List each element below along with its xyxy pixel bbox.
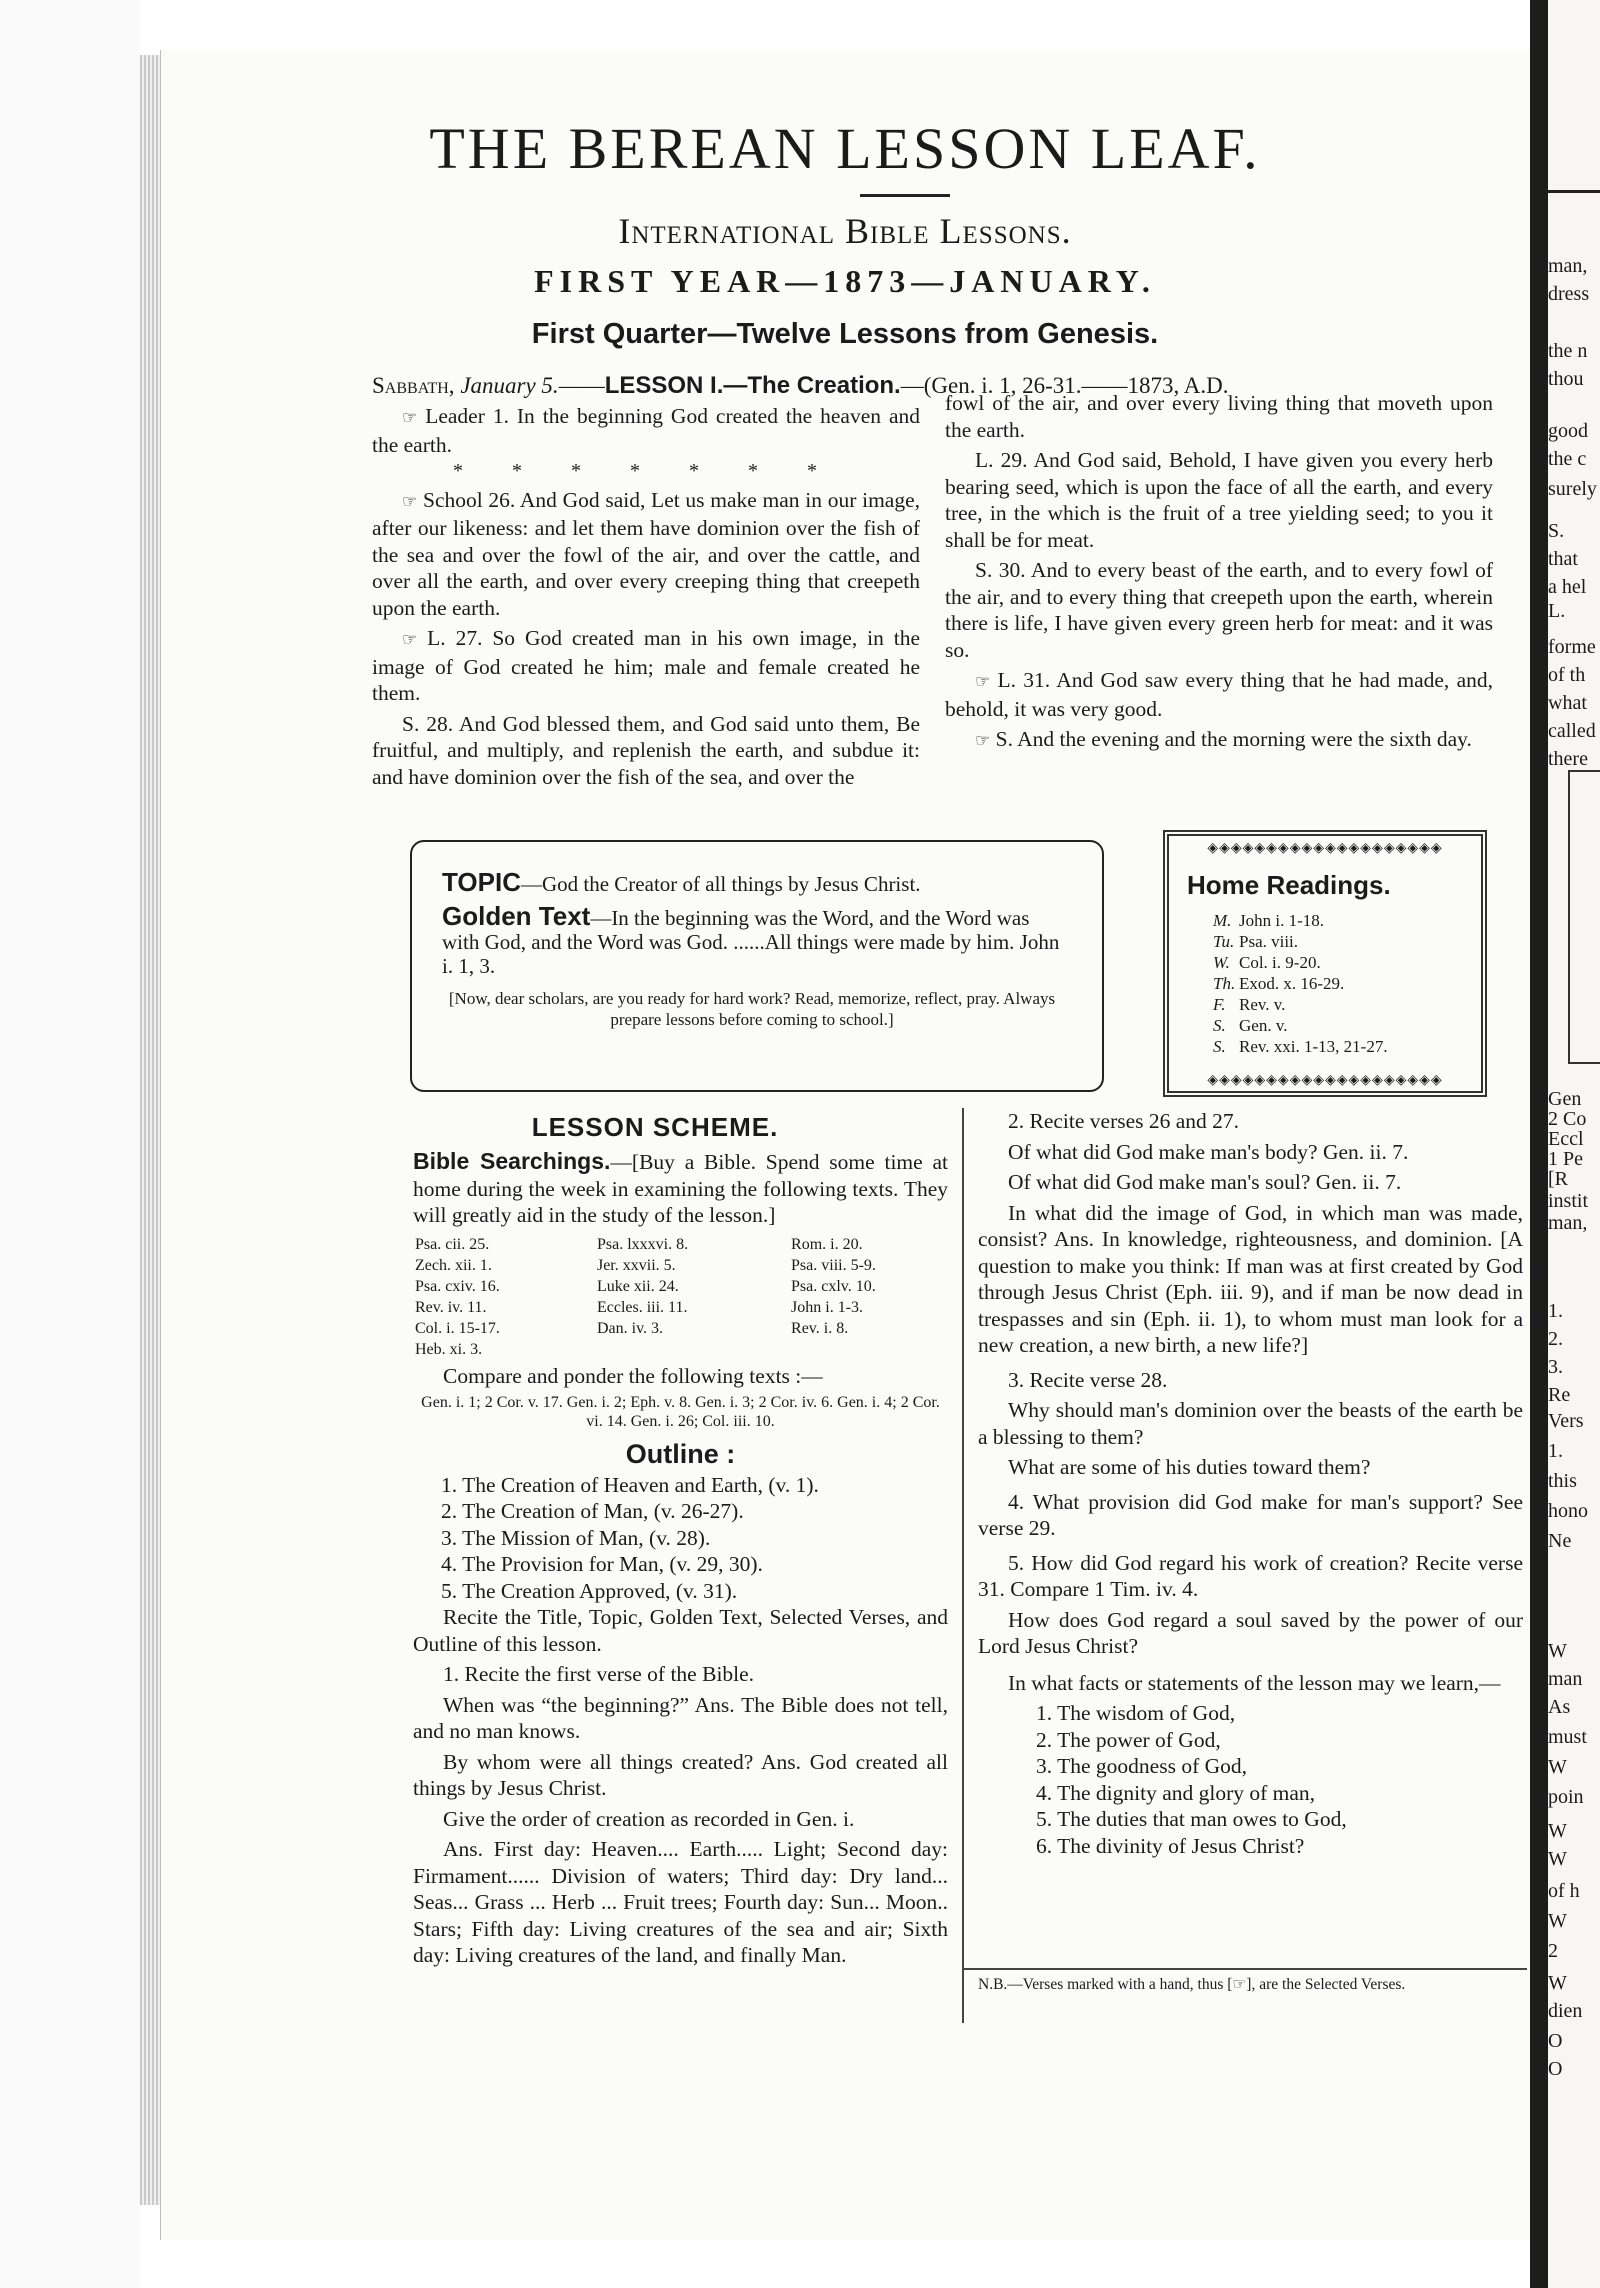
home-reading-ref: Exod. x. 16-29. xyxy=(1239,974,1345,993)
adjacent-page-text: S. xyxy=(1548,520,1565,542)
quarter-line: First Quarter—Twelve Lessons from Genesis. xyxy=(531,318,1159,350)
page-stack-edge xyxy=(140,55,162,2205)
adjacent-page-text: good xyxy=(1548,420,1588,442)
adjacent-page-text: forme xyxy=(1548,636,1596,658)
text-reference: Psa. cii. 25. xyxy=(415,1235,490,1253)
texts-row xyxy=(415,1277,971,1296)
adjacent-page-text: 2. xyxy=(1548,1328,1563,1350)
bible-searchings-text: —[Buy a Bible. Spend some time at home during the week in examining the following texts. They will greatly aid in the study of the lesson.] xyxy=(413,1150,948,1227)
adjacent-page-text: Re xyxy=(1548,1384,1571,1406)
home-reading-ref: Psa. viii. xyxy=(1239,932,1299,951)
pointing-hand-icon: ☞ xyxy=(402,630,418,649)
adjacent-page-text: dress xyxy=(1548,283,1590,305)
verse-31b: ☞ S. And the evening and the morning were the sixth day. xyxy=(975,727,1472,751)
pointing-hand-icon: ☞ xyxy=(402,491,418,511)
pointing-hand-icon: ☞ xyxy=(402,408,418,427)
scripture-left-column xyxy=(372,403,920,794)
adjacent-page-text: a hel xyxy=(1548,576,1587,598)
footnote: N.B.—Verses marked with a hand, thus [☞], are the Selected Verses. xyxy=(978,1976,1406,1993)
home-reading-ref: Col. i. 9-20. xyxy=(1239,953,1321,972)
home-reading-item xyxy=(1213,952,1388,973)
verse-31: ☞ L. 31. And God saw every thing that he had made, and, behold, it was very good. xyxy=(945,668,1493,721)
verse-1: ☞ Leader 1. In the beginning God created the heaven and the earth. xyxy=(372,404,920,457)
verse-27: ☞ L. 27. So God created man in his own image, in the image of God created he him; male and female created he them. xyxy=(372,626,920,705)
golden-text-body: —In the beginning was the Word, and the Word was with God, and the Word was God. ......All things were made by him. John i. 1, 3. xyxy=(442,906,1060,978)
home-reading-day: Tu. xyxy=(1213,932,1235,951)
texts-row xyxy=(415,1256,971,1275)
texts-row xyxy=(415,1235,971,1254)
facts-list xyxy=(978,1700,1523,1859)
adjacent-page-text: called xyxy=(1548,720,1596,742)
adjacent-page xyxy=(1548,0,1600,2288)
lesson-date: January 5. xyxy=(460,373,559,398)
column-divider xyxy=(962,1108,964,2023)
lesson-reference: —(Gen. i. 1, 26-31.——1873, A.D. xyxy=(900,373,1229,398)
verse-30: S. 30. And to every beast of the earth, and to every fowl of the air, and to every thing that creepeth upon the earth, wherein there is life, I have given every green herb for meat: and it was so. xyxy=(945,558,1493,662)
text-reference: John i. 1-3. xyxy=(791,1298,864,1316)
question-4: 4. What provision did God make for man's support? See verse 29. xyxy=(978,1489,1523,1540)
topic-note: [Now, dear scholars, are you ready for hard work? Read, memorize, reflect, pray. Always prepare lessons before coming to school.] xyxy=(448,989,1056,1029)
adjacent-page-text: O xyxy=(1548,2058,1563,2080)
home-reading-ref: Rev. v. xyxy=(1239,995,1286,1014)
pointing-hand-icon: ☞ xyxy=(975,731,991,750)
adjacent-page-text: 2 xyxy=(1548,1940,1558,1962)
scripture-right-column xyxy=(945,390,1493,759)
compare-texts: Gen. i. 1; 2 Cor. v. 17. Gen. i. 2; Eph. v. 8. Gen. i. 3; 2 Cor. iv. 6. Gen. i. 4; 2 Cor. vi. 14. Gen. i. 26; Col. iii. 10. xyxy=(421,1394,940,1430)
adjacent-page-text: W xyxy=(1548,1848,1567,1870)
text-reference: Rom. i. 20. xyxy=(791,1235,863,1253)
text-reference: Psa. cxiv. 16. xyxy=(415,1277,500,1295)
text-reference xyxy=(791,1340,971,1359)
lesson-scheme-right xyxy=(978,1108,1523,1859)
texts-table xyxy=(413,1233,973,1361)
home-readings-list xyxy=(1213,910,1388,1057)
text-reference: Dan. iv. 3. xyxy=(596,1319,664,1337)
recite-intro: Recite the Title, Topic, Golden Text, Selected Verses, and Outline of this lesson. xyxy=(413,1605,948,1656)
text-reference xyxy=(597,1340,789,1359)
adjacent-page-text: L. xyxy=(1548,600,1566,622)
question-2: 2. Recite verses 26 and 27. xyxy=(1008,1109,1240,1133)
text-reference: Jer. xxvii. 5. xyxy=(596,1256,676,1274)
adjacent-page-text: surely xyxy=(1548,478,1597,500)
adjacent-page-text: W xyxy=(1548,1910,1567,1932)
text-reference: Rev. iv. 11. xyxy=(415,1298,487,1316)
home-reading-item xyxy=(1213,910,1388,931)
topic-label: TOPIC xyxy=(442,867,521,897)
adjacent-page-text: W xyxy=(1548,1820,1567,1842)
outline-item: 4. The Provision for Man, (v. 29, 30). xyxy=(441,1552,763,1576)
adjacent-page-bracket xyxy=(1568,770,1600,1064)
adjacent-page-rule xyxy=(1548,190,1600,193)
adjacent-page-text: 1. xyxy=(1548,1300,1563,1322)
facts-item: 6. The divinity of Jesus Christ? xyxy=(1036,1833,1305,1858)
home-reading-day: S. xyxy=(1213,1037,1226,1056)
home-readings-box xyxy=(1163,830,1487,1097)
question-5a: How does God regard a soul saved by the power of our Lord Jesus Christ? xyxy=(978,1607,1523,1658)
text-reference: Psa. cxlv. 10. xyxy=(791,1277,876,1295)
footnote-rule xyxy=(962,1968,1527,1970)
home-reading-day: F. xyxy=(1213,995,1226,1014)
adjacent-page-text: O xyxy=(1548,2030,1563,2052)
adjacent-page-text: 3. xyxy=(1548,1356,1563,1378)
subtitle: International Bible Lessons. xyxy=(618,211,1072,251)
ornament-border-top: ◈◈◈◈◈◈◈◈◈◈◈◈◈◈◈◈◈◈◈◈ xyxy=(1207,841,1443,856)
facts-intro: In what facts or statements of the lesson may we learn,— xyxy=(1008,1670,1501,1695)
adjacent-page-text: poin xyxy=(1548,1786,1584,1808)
outline-title: Outline : xyxy=(625,1439,736,1469)
adjacent-page-text: Ne xyxy=(1548,1530,1572,1552)
outline-item: 3. The Mission of Man, (v. 28). xyxy=(441,1525,711,1550)
adjacent-page-text: Gen xyxy=(1548,1088,1582,1110)
text-reference: Psa. lxxxvi. 8. xyxy=(596,1235,689,1253)
verse-26: ☞ School 26. And God said, Let us make man in our image, after our likeness: and let them have dominion over the fish of the sea and over the fowl of the air, and over the cattle, and over all the earth, and over every creeping thing that creepeth upon the earth. xyxy=(372,487,921,620)
text-reference: Col. i. 15-17. xyxy=(415,1319,500,1337)
question-5: 5. How did God regard his work of creation? Recite verse 31. Compare 1 Tim. iv. 4. xyxy=(978,1550,1523,1601)
home-reading-item xyxy=(1213,1036,1388,1057)
outline-item: 5. The Creation Approved, (v. 31). xyxy=(441,1578,738,1603)
question-2a: Of what did God make man's body? Gen. ii. 7. xyxy=(1008,1139,1409,1164)
verse-28: S. 28. And God blessed them, and God said unto them, Be fruitful, and multiply, and replenish the earth, and subdue it: and have dominion over the fish of the sea, and over the xyxy=(372,711,920,789)
adjacent-page-text: man, xyxy=(1548,255,1588,277)
verse-28-cont: fowl of the air, and over every living thing that moveth upon the earth. xyxy=(945,391,1493,442)
home-reading-ref: Gen. v. xyxy=(1239,1016,1288,1035)
question-3: 3. Recite verse 28. xyxy=(1008,1367,1168,1392)
home-readings-title: Home Readings. xyxy=(1187,870,1391,900)
ornament-border-bottom: ◈◈◈◈◈◈◈◈◈◈◈◈◈◈◈◈◈◈◈◈ xyxy=(1207,1073,1443,1088)
text-reference: Eccles. iii. 11. xyxy=(596,1298,688,1316)
adjacent-page-text: 2 Co xyxy=(1548,1108,1587,1130)
adjacent-page-text: [R xyxy=(1548,1168,1568,1190)
home-reading-ref: John i. 1-18. xyxy=(1239,911,1324,930)
topic-line xyxy=(442,867,1062,897)
adjacent-page-text: man xyxy=(1548,1668,1583,1690)
facts-item: 3. The goodness of God, xyxy=(1036,1754,1248,1778)
text-reference: Luke xii. 24. xyxy=(596,1277,679,1295)
scan-background xyxy=(0,0,140,2288)
book-gutter xyxy=(1530,0,1548,2288)
adjacent-page-text: dien xyxy=(1548,2000,1583,2022)
year-line: FIRST YEAR—1873—JANUARY. xyxy=(534,263,1156,299)
bible-searchings-label: Bible Searchings. xyxy=(413,1148,611,1174)
question-1c: Give the order of creation as recorded in Gen. i. xyxy=(443,1806,855,1831)
masthead-rule xyxy=(860,194,950,197)
adjacent-page-text: of th xyxy=(1548,664,1586,686)
home-reading-item xyxy=(1213,994,1388,1015)
compare-line: Compare and ponder the following texts :— xyxy=(443,1363,823,1388)
texts-row xyxy=(415,1319,971,1338)
home-reading-day: M. xyxy=(1213,911,1232,930)
adjacent-page-text: W xyxy=(1548,1972,1567,1994)
facts-item: 1. The wisdom of God, xyxy=(1036,1701,1236,1725)
home-reading-day: W. xyxy=(1213,953,1230,972)
home-reading-day: Th. xyxy=(1213,974,1236,993)
topic-content xyxy=(442,867,1062,1030)
question-1b: By whom were all things created? Ans. God created all things by Jesus Christ. xyxy=(413,1749,948,1800)
adjacent-page-text: instit xyxy=(1548,1190,1589,1212)
outline-item: 2. The Creation of Man, (v. 26-27). xyxy=(441,1499,744,1523)
home-reading-item xyxy=(1213,973,1388,994)
home-reading-ref: Rev. xxi. 1-13, 21-27. xyxy=(1239,1037,1388,1056)
adjacent-page-text: what xyxy=(1548,692,1587,714)
question-1d: Ans. First day: Heaven.... Earth..... Light; Second day: Firmament...... Division of waters; Third day: Dry land... Seas... Grass ... Herb ... Fruit trees; Fourth day: Sun... Moon.. Stars; Fifth day: Living creatures of the sea and air; Sixth day: Living creatures of the land, and finally Man. xyxy=(413,1837,948,1967)
adjacent-page-text: thou xyxy=(1548,368,1584,390)
adjacent-page-text: that xyxy=(1548,548,1578,570)
facts-item: 2. The power of God, xyxy=(1036,1727,1221,1752)
adjacent-page-text: 1 Pe xyxy=(1548,1148,1583,1170)
lesson-dash: —— xyxy=(558,373,605,398)
verse-29: L. 29. And God said, Behold, I have given you every herb bearing seed, which is upon the face of all the earth, and every tree, in the which is the fruit of a tree yielding seed; to you it shall be for meat. xyxy=(945,448,1493,552)
text-reference: Psa. viii. 5-9. xyxy=(791,1256,876,1274)
facts-item: 5. The duties that man owes to God, xyxy=(1036,1807,1347,1831)
lesson-number: LESSON I. xyxy=(604,372,724,399)
text-reference: Rev. i. 8. xyxy=(791,1319,849,1337)
topic-text: —God the Creator of all things by Jesus Christ. xyxy=(520,872,921,896)
adjacent-page-text: there xyxy=(1548,748,1588,770)
sabbath-label: Sabbath, xyxy=(372,373,455,398)
adjacent-page-text: Vers xyxy=(1548,1410,1584,1432)
pointing-hand-icon: ☞ xyxy=(975,672,991,691)
text-reference: Heb. xi. 3. xyxy=(415,1340,483,1358)
home-reading-item xyxy=(1213,931,1388,952)
facts-item: 4. The dignity and glory of man, xyxy=(1036,1780,1316,1805)
adjacent-page-text: this xyxy=(1548,1470,1577,1492)
home-reading-day: S. xyxy=(1213,1016,1226,1035)
topic-box xyxy=(410,840,1104,1092)
question-1: 1. Recite the first verse of the Bible. xyxy=(443,1662,755,1686)
ellipsis-stars: * * * * * * * xyxy=(453,460,839,482)
adjacent-page-text: the n xyxy=(1548,340,1588,362)
texts-row xyxy=(415,1340,971,1359)
question-3a: Why should man's dominion over the beasts of the earth be a blessing to them? xyxy=(978,1398,1523,1449)
adjacent-page-text: man, xyxy=(1548,1212,1588,1234)
question-2b: Of what did God make man's soul? Gen. ii. 7. xyxy=(1008,1170,1402,1194)
outline-list xyxy=(413,1472,948,1605)
lesson-scheme-title: LESSON SCHEME. xyxy=(531,1112,779,1142)
question-1a: When was “the beginning?” Ans. The Bible does not tell, and no man knows. xyxy=(413,1692,948,1743)
home-reading-item xyxy=(1213,1015,1388,1036)
golden-text-label: Golden Text xyxy=(442,901,591,931)
question-2c: In what did the image of God, in which man was made, consist? Ans. In knowledge, righteousness, and dominion. [A question to make you think: If man was at first created by God through Jesus Christ (Eph. iii. 9), and if man be now dead in trespasses and sin (Eph. ii. 1), to whom must man look for a new creation, a new birth, a new life?] xyxy=(978,1200,1523,1357)
adjacent-page-text: As xyxy=(1548,1696,1571,1718)
lesson-title: —The Creation. xyxy=(723,372,901,399)
lesson-scheme-left xyxy=(413,1148,948,1973)
adjacent-page-text: W xyxy=(1548,1640,1567,1662)
adjacent-page-text: the c xyxy=(1548,448,1587,470)
question-3b: What are some of his duties toward them? xyxy=(1008,1455,1371,1479)
adjacent-page-text: Eccl xyxy=(1548,1128,1584,1150)
adjacent-page-text: hono xyxy=(1548,1500,1588,1522)
adjacent-page-text: of h xyxy=(1548,1880,1580,1902)
adjacent-page-text: must xyxy=(1548,1726,1587,1748)
golden-text xyxy=(442,901,1062,978)
adjacent-page-text: W xyxy=(1548,1756,1567,1778)
outline-item: 1. The Creation of Heaven and Earth, (v. 1). xyxy=(441,1472,819,1497)
texts-row xyxy=(415,1298,971,1317)
masthead-title: THE BEREAN LESSON LEAF. xyxy=(429,116,1261,181)
bible-searchings xyxy=(413,1148,948,1229)
text-reference: Zech. xii. 1. xyxy=(415,1256,492,1274)
adjacent-page-text: 1. xyxy=(1548,1440,1563,1462)
